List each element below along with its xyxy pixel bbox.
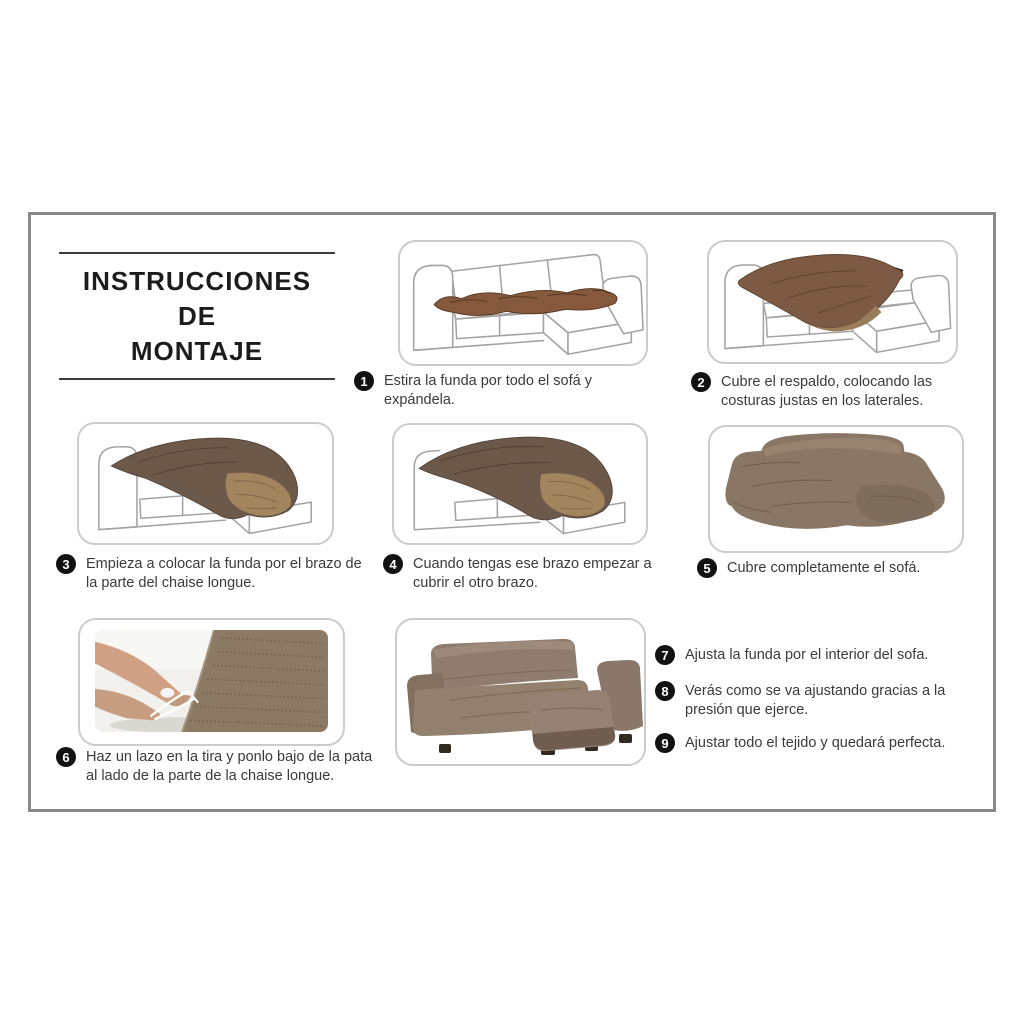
step-6-number-badge: 6 bbox=[56, 747, 76, 767]
step-4-illustration-panel bbox=[392, 423, 648, 545]
title-line-1: INSTRUCCIONES bbox=[82, 266, 312, 296]
strap-tying-photo-illustration bbox=[95, 630, 328, 732]
step-3-illustration-panel bbox=[77, 422, 334, 545]
finished-sofa-illustration bbox=[381, 630, 659, 756]
step-7-text: Ajusta la funda por el interior del sofa. bbox=[685, 647, 929, 663]
step-5-number-badge: 5 bbox=[697, 558, 717, 578]
step-4-number-badge: 4 bbox=[383, 554, 403, 574]
step-9-number-badge: 9 bbox=[655, 733, 675, 753]
step-8-number-badge: 8 bbox=[655, 681, 675, 701]
step-8-text: Verás como se va ajustando gracias a la presión que ejerce. bbox=[685, 683, 946, 719]
sofa-fully-covered-illustration bbox=[710, 427, 962, 551]
sofa-cover-chaise-arm-illustration bbox=[79, 424, 332, 543]
step-2-number-badge: 2 bbox=[691, 372, 711, 392]
strap-tying-photo bbox=[95, 630, 328, 732]
title-block bbox=[59, 252, 335, 380]
step-5-text: Cubre completamente el sofá. bbox=[727, 560, 921, 576]
step-5 bbox=[697, 559, 967, 578]
step-1-text: Estira la funda por todo el sofá y expándela. bbox=[384, 373, 592, 409]
sofa-outline-cover-bundle-illustration bbox=[400, 242, 646, 364]
step-6-text: Haz un lazo en la tira y ponlo bajo de la pata al lado de la parte de la chaise longue. bbox=[86, 749, 373, 785]
title-line-3: MONTAJE bbox=[130, 336, 264, 366]
step-4-text: Cuando tengas ese brazo empezar a cubrir el otro brazo. bbox=[413, 556, 652, 592]
step-5-illustration-panel bbox=[708, 425, 964, 553]
step-3-text: Empieza a colocar la funda por el brazo de la parte del chaise longue. bbox=[86, 556, 362, 592]
step-7-number-badge: 7 bbox=[655, 645, 675, 665]
sofa-cover-backrest-illustration bbox=[709, 242, 956, 362]
step-2-text: Cubre el respaldo, colocando las costuras justas en los laterales. bbox=[721, 374, 933, 410]
step-9 bbox=[655, 734, 965, 753]
step-1 bbox=[354, 372, 654, 410]
step-7 bbox=[655, 646, 965, 665]
step-3-number-badge: 3 bbox=[56, 554, 76, 574]
step-2-illustration-panel bbox=[707, 240, 958, 364]
step-1-illustration-panel bbox=[398, 240, 648, 366]
title-rule-bottom bbox=[59, 378, 335, 380]
step-3 bbox=[56, 555, 368, 593]
sofa-cover-both-arms-illustration bbox=[394, 425, 646, 543]
step-8 bbox=[655, 682, 965, 720]
step-4 bbox=[383, 555, 663, 593]
step-6-photo-panel bbox=[78, 618, 345, 746]
page-title bbox=[59, 254, 335, 378]
step-2 bbox=[691, 373, 953, 411]
step-6 bbox=[56, 748, 376, 786]
step-1-number-badge: 1 bbox=[354, 371, 374, 391]
step-9-text: Ajustar todo el tejido y quedará perfecta. bbox=[685, 735, 946, 751]
title-line-2: DE bbox=[177, 301, 217, 331]
